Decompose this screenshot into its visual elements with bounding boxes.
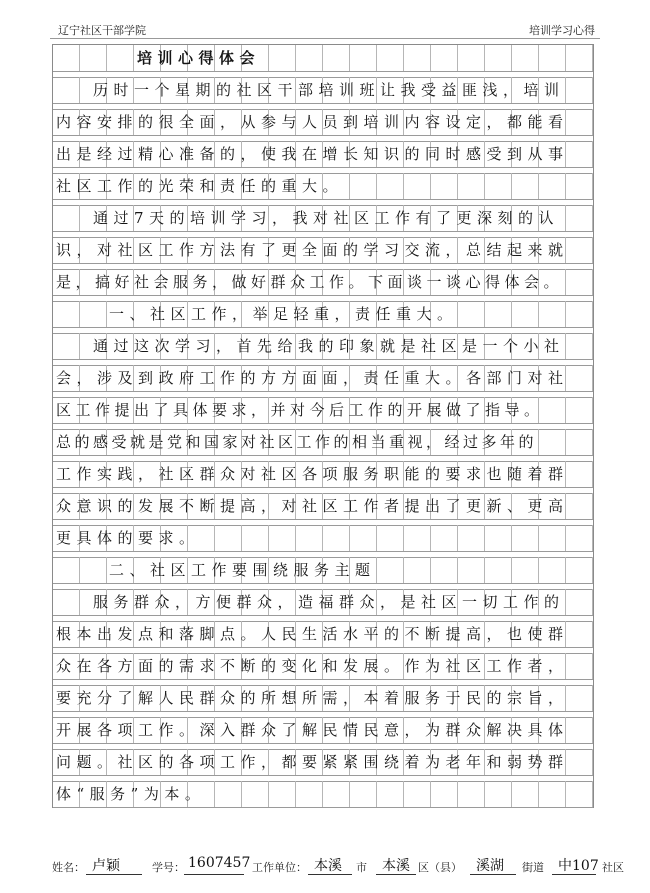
grid-row — [53, 557, 593, 584]
grid-row — [53, 493, 593, 520]
essay-line: 内容安排的很全面，从参与人员到培训内容设定，都能看 — [56, 113, 569, 131]
essay-line: 服务群众，方便群众，造福群众，是社区一切工作的 — [93, 593, 565, 611]
district-value: 本溪 — [382, 858, 410, 874]
grid-row — [53, 269, 593, 296]
grid-row — [53, 173, 593, 200]
essay-line: 根本出发点和落脚点。人民生活水平的不断提高，也使群 — [56, 625, 569, 643]
essay-line: 会，涉及到政府工作的方方面面，责任重大。各部门对社 — [56, 369, 569, 387]
essay-line: 出是经过精心准备的，使我在增长知识的同时感受到从事 — [56, 145, 569, 163]
essay-line: 是，搞好社会服务，做好群众工作。下面谈一谈心得体会。 — [56, 273, 564, 291]
essay-line: 更具体的要求。 — [56, 529, 200, 547]
grid-row — [53, 461, 593, 488]
essay-line: 社区工作的光荣和责任的重大。 — [56, 177, 344, 195]
essay-line: 区工作提出了具体要求，并对今后工作的开展做了指导。 — [56, 401, 544, 419]
essay-line: 众意识的发展不断提高，对社区工作者提出了更新、更高 — [56, 497, 569, 515]
essay-line: 通过7天的培训学习，我对社区工作有了更深刻的认 — [93, 209, 560, 227]
community-underline — [552, 874, 596, 875]
grid-row — [53, 45, 593, 72]
student-id-value: 1607457 — [188, 855, 251, 871]
grid-row — [53, 685, 593, 712]
grid-row — [53, 749, 593, 776]
district-label: 区（县） — [418, 861, 462, 874]
essay-line: 要充分了解人民群众的所想所需，本着服务于民的宗旨， — [56, 689, 569, 707]
student-id-underline — [184, 874, 244, 875]
city-label: 市 — [356, 861, 367, 874]
street-value: 溪湖 — [476, 858, 504, 874]
section-heading-1: 一、社区工作，举足轻重，责任重大。 — [109, 305, 458, 323]
essay-line: 工作实践，社区群众对社区各项服务职能的要求也随着群 — [56, 465, 569, 483]
grid-row — [53, 525, 593, 552]
institution-name: 辽宁社区干部学院 — [58, 24, 146, 37]
document-type: 培训学习心得 — [529, 24, 595, 37]
grid-row — [53, 333, 593, 360]
essay-line: 开展各项工作。深入群众了解民情民意，为群众解决具体 — [56, 721, 569, 739]
header-rule — [50, 38, 600, 39]
essay-line: 通过这次学习，首先给我的印象就是社区是一个小社 — [93, 337, 565, 355]
grid-row — [53, 589, 593, 616]
city-value: 本溪 — [314, 858, 342, 874]
essay-line: 众在各方面的需求不断的变化和发展。作为社区工作者， — [56, 657, 569, 675]
page-header — [58, 18, 595, 40]
student-id-label: 学号： — [152, 861, 185, 874]
name-value: 卢颖 — [92, 858, 120, 874]
grid-row — [53, 77, 593, 104]
district-underline — [376, 874, 416, 875]
grid-row — [53, 141, 593, 168]
community-label: 社区 — [602, 861, 624, 874]
page-footer — [52, 855, 624, 877]
essay-title: 培训心得体会 — [137, 49, 261, 67]
manuscript-grid-sheet — [52, 44, 594, 808]
grid-row — [53, 109, 593, 136]
essay-line: 体“服务”为本。 — [56, 785, 206, 803]
grid-row — [53, 205, 593, 232]
grid-row — [53, 365, 593, 392]
essay-line: 问题。社区的各项工作，都要紧紧围绕着为老年和弱势群 — [56, 753, 569, 771]
street-underline — [470, 874, 516, 875]
community-value: 中107 — [558, 858, 599, 874]
name-underline — [86, 874, 142, 875]
grid-row — [53, 653, 593, 680]
essay-line: 历时一个星期的社区干部培训班让我受益匪浅，培训 — [93, 81, 565, 99]
essay-line: 总的感受就是党和国家对社区工作的相当重视，经过多年的 — [56, 433, 538, 451]
grid-row — [53, 237, 593, 264]
city-underline — [308, 874, 352, 875]
section-heading-2: 二、社区工作要围绕服务主题 — [109, 561, 376, 579]
grid-row — [53, 397, 593, 424]
grid-row — [53, 301, 593, 328]
street-label: 街道 — [522, 861, 544, 874]
name-label: 姓名： — [52, 861, 85, 874]
grid-row — [53, 717, 593, 744]
grid-row — [53, 429, 593, 456]
work-unit-label: 工作单位： — [252, 861, 307, 874]
grid-row — [53, 621, 593, 648]
essay-line: 识，对社区工作方法有了更全面的学习交流，总结起来就 — [56, 241, 569, 259]
grid-row — [53, 781, 593, 808]
